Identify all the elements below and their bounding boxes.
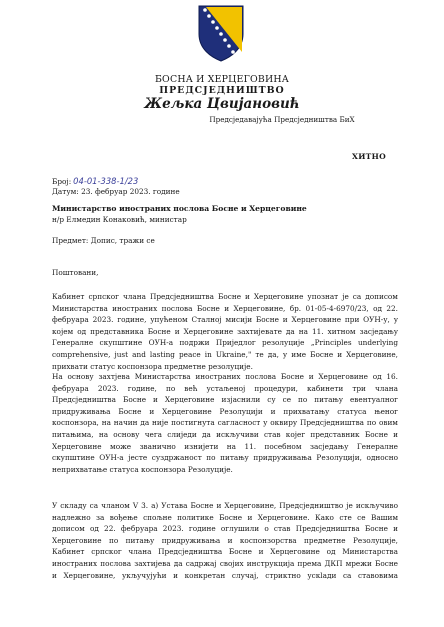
greeting: Поштовани, (52, 268, 99, 277)
paragraph-line: иностраних послова захтијева да садржај својих инструкција према ДКП мрежи Босне (52, 558, 398, 568)
paragraph-line: Генералне скупштине ОУН-а подржи Приједлог резолуције „Principles underlying (52, 338, 398, 348)
signatory-role: Предсједавајућа Предсједништва БиХ (209, 115, 355, 124)
reference-number-label: Број: (52, 177, 72, 186)
institution-name: ПРЕДСЈЕДНИШТВО (159, 85, 285, 96)
paragraph-line: Херцеговине може званично изнијети на 11. посебном засједању Генералне (52, 441, 398, 451)
paragraph-line: Министарства иностраних послова Босне и Херцеговине, бр. 01-05-4-6970/23, од 22. (52, 303, 398, 313)
paragraph-line: коспонзора, на начин да није постигнута сагласност у оквиру Предсједништва по овим (52, 418, 398, 428)
paragraph-line: фебруара 2023. године, по већ устаљеној процедури, кабинети три члана (52, 383, 398, 393)
paragraph-line: Кабинет српског члана Предсједништва Босне и Херцеговине од Министарства (52, 547, 398, 557)
body-paragraph-1 (52, 291, 398, 372)
paragraph-line: дописом од 22. фебруара 2023. године оглушили о став Предсједништва Босне и (52, 524, 398, 534)
paragraph-line: неприхватање статуса коспонзора Резолуције. (52, 464, 233, 474)
recipient-attention: н/р Елмедин Конаковић, министар (52, 215, 187, 224)
body-paragraph-3 (52, 500, 398, 581)
signatory-name: Жељка Цвијановић (144, 96, 300, 112)
paragraph-line: Предсједништва Босне и Херцеговине изјаснили су се по питању евентуалног (52, 395, 398, 405)
body-paragraph-2 (52, 371, 398, 475)
paragraph-line: Кабинет српског члана Предсједништва Босне и Херцеговине упознат је са дописом (52, 292, 398, 301)
paragraph-line: фебруара 2023. године, упућеном Сталној мисији Босне и Херцеговине при ОУН-у, у (52, 315, 398, 325)
urgent-label: ХИТНО (352, 152, 387, 161)
paragraph-line: прихвати статус коспонзора предметне резолуције. (52, 361, 253, 371)
subject-line: Предмет: Допис, тражи се (52, 236, 155, 245)
paragraph-line: скупштине ОУН-а јесте суздржаност по питању придруживања Резолуцији, односно (52, 453, 398, 463)
paragraph-line: У складу са чланом V 3. а) Устава Босне и Херцеговине, Предсједништво је искључиво (52, 501, 398, 510)
reference-number-value: 04-01-338-1/23 (73, 176, 139, 186)
paragraph-line: надлежно за вођење спољне политике Босне и Херцеговине. Како сте се Вашим (52, 512, 398, 522)
paragraph-line: На основу захтјева Министарства иностраних послова Босне и Херцеговине од 16. (52, 372, 398, 381)
paragraph-line: питањима, на основу чега слиједи да искључиви став којег представник Босне и (52, 429, 398, 439)
paragraph-line: придруживања Босне и Херцеговине Резолуцији и прихватању статуса њеног (52, 406, 398, 416)
coat-of-arms-icon (196, 4, 246, 62)
country-name: БОСНА И ХЕРЦЕГОВИНА (154, 74, 290, 85)
document-date: Датум: 23. фебруар 2023. године (52, 187, 180, 196)
paragraph-line: Херцеговине по питању придруживања и коспонзорства предметне Резолуције, (52, 535, 398, 545)
recipient-ministry: Министарство иностраних послова Босне и Херцеговине (52, 204, 307, 213)
paragraph-line: и Херцеговине, укључујући и конкретан случај, стриктно ускlади са ставовима (52, 570, 398, 580)
reference-number (52, 176, 138, 186)
paragraph-line: којем од представника Босне и Херцеговине захтијевате да на 11. хитном засједању (52, 326, 398, 336)
paragraph-line: comprehensive, just and lasting peace in Ukraine," те да, у име Босне и Херцеговине, (52, 349, 398, 359)
